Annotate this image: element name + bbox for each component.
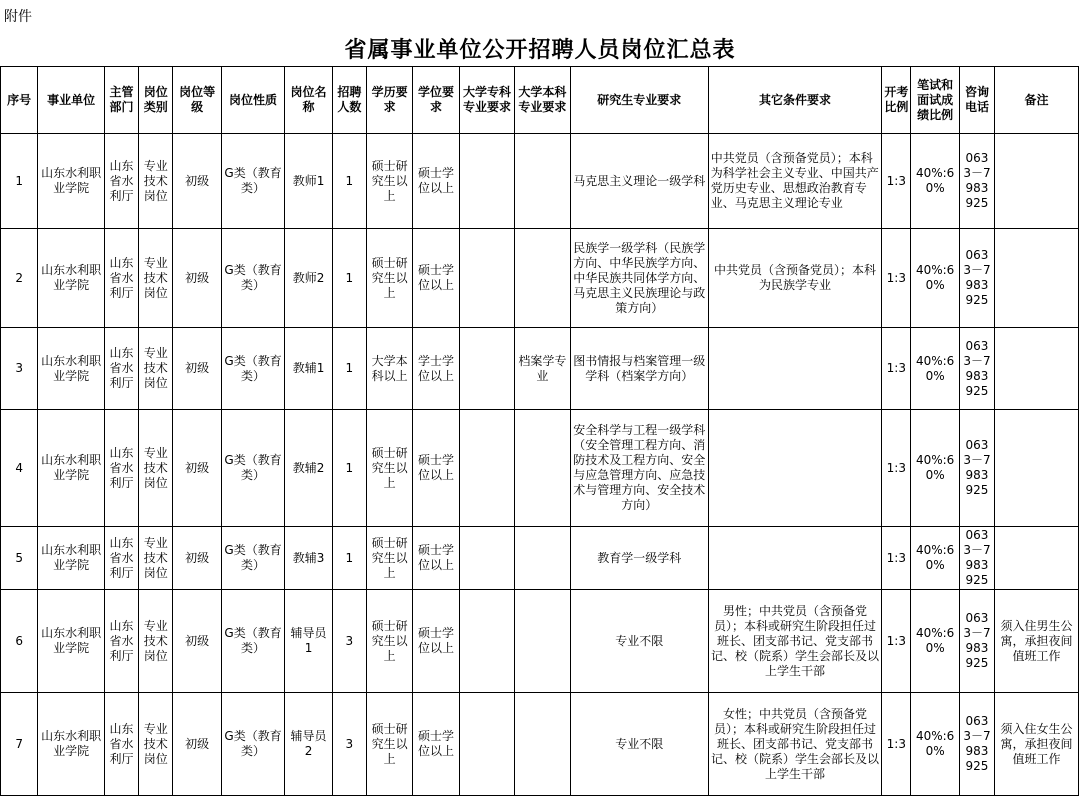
- cell-dept: 山东省水利厅: [104, 693, 138, 796]
- header-post-category: 岗位类别: [139, 67, 173, 134]
- cell-degree: 硕士学位以上: [413, 527, 459, 590]
- cell-exam-ratio: 1:3: [882, 410, 911, 527]
- cell-education: 硕士研究生以上: [366, 527, 412, 590]
- cell-post-category: 专业技术岗位: [139, 693, 173, 796]
- cell-seq: 4: [1, 410, 38, 527]
- attachment-label: 附件: [4, 9, 32, 25]
- cell-degree: 硕士学位以上: [413, 229, 459, 328]
- cell-dept: 山东省水利厅: [104, 527, 138, 590]
- cell-exam-ratio: 1:3: [882, 527, 911, 590]
- cell-post-level: 初级: [173, 590, 221, 693]
- header-phone: 咨询电话: [959, 67, 994, 134]
- cell-college-major: [459, 410, 514, 527]
- cell-score-ratio: 40%:60%: [911, 328, 959, 410]
- cell-seq: 7: [1, 693, 38, 796]
- cell-bachelor-major: [515, 527, 570, 590]
- cell-post-name: 教辅2: [285, 410, 332, 527]
- cell-dept: 山东省水利厅: [104, 410, 138, 527]
- cell-post-nature: G类（教育类）: [221, 328, 285, 410]
- cell-degree: 硕士学位以上: [413, 410, 459, 527]
- cell-count: 1: [332, 410, 366, 527]
- cell-phone: 0633－7983925: [959, 328, 994, 410]
- header-degree: 学位要求: [413, 67, 459, 134]
- cell-seq: 1: [1, 134, 38, 229]
- header-dept: 主管部门: [104, 67, 138, 134]
- cell-education: 硕士研究生以上: [366, 693, 412, 796]
- cell-post-level: 初级: [173, 410, 221, 527]
- cell-education: 大学本科以上: [366, 328, 412, 410]
- cell-other: 中共党员（含预备党员）；本科为科学社会主义专业、中国共产党历史专业、思想政治教育专业、马克思主义理论专业: [708, 134, 881, 229]
- cell-remark: [995, 527, 1079, 590]
- cell-unit: 山东水利职业学院: [38, 229, 105, 328]
- cell-post-name: 教师1: [285, 134, 332, 229]
- cell-other: 中共党员（含预备党员）；本科为民族学专业: [708, 229, 881, 328]
- cell-score-ratio: 40%:60%: [911, 410, 959, 527]
- cell-remark: [995, 328, 1079, 410]
- table-row: [1, 590, 1079, 693]
- cell-education: 硕士研究生以上: [366, 229, 412, 328]
- cell-post-nature: G类（教育类）: [221, 527, 285, 590]
- cell-remark: [995, 134, 1079, 229]
- header-exam-ratio: 开考比例: [882, 67, 911, 134]
- cell-dept: 山东省水利厅: [104, 134, 138, 229]
- cell-other: 女性；中共党员（含预备党员）；本科或研究生阶段担任过班长、团支部书记、党支部书记、校（院系）学生会部长及以上学生干部: [708, 693, 881, 796]
- cell-post-nature: G类（教育类）: [221, 693, 285, 796]
- table-row: [1, 328, 1079, 410]
- table-row: [1, 134, 1079, 229]
- cell-dept: 山东省水利厅: [104, 328, 138, 410]
- cell-post-name: 教辅3: [285, 527, 332, 590]
- cell-count: 1: [332, 328, 366, 410]
- cell-post-category: 专业技术岗位: [139, 229, 173, 328]
- cell-grad-major: 教育学一级学科: [570, 527, 708, 590]
- cell-unit: 山东水利职业学院: [38, 693, 105, 796]
- cell-post-nature: G类（教育类）: [221, 410, 285, 527]
- cell-grad-major: 安全科学与工程一级学科（安全管理工程方向、消防技术及工程方向、安全与应急管理方向、应急技术与管理方向、安全技术方向）: [570, 410, 708, 527]
- page-title: 省属事业单位公开招聘人员岗位汇总表: [344, 37, 736, 63]
- cell-seq: 3: [1, 328, 38, 410]
- cell-exam-ratio: 1:3: [882, 328, 911, 410]
- cell-post-category: 专业技术岗位: [139, 590, 173, 693]
- cell-grad-major: 专业不限: [570, 693, 708, 796]
- cell-grad-major: 马克思主义理论一级学科: [570, 134, 708, 229]
- cell-unit: 山东水利职业学院: [38, 410, 105, 527]
- cell-degree: 硕士学位以上: [413, 134, 459, 229]
- cell-exam-ratio: 1:3: [882, 693, 911, 796]
- cell-post-level: 初级: [173, 229, 221, 328]
- cell-remark: 须入住男生公寓，承担夜间值班工作: [995, 590, 1079, 693]
- cell-remark: [995, 410, 1079, 527]
- cell-post-name: 辅导员2: [285, 693, 332, 796]
- cell-post-nature: G类（教育类）: [221, 590, 285, 693]
- cell-post-level: 初级: [173, 134, 221, 229]
- cell-post-category: 专业技术岗位: [139, 410, 173, 527]
- header-row: [1, 67, 1079, 134]
- cell-college-major: [459, 590, 514, 693]
- cell-post-name: 辅导员1: [285, 590, 332, 693]
- header-other: 其它条件要求: [708, 67, 881, 134]
- cell-unit: 山东水利职业学院: [38, 328, 105, 410]
- cell-grad-major: 专业不限: [570, 590, 708, 693]
- cell-exam-ratio: 1:3: [882, 134, 911, 229]
- header-score-ratio: 笔试和面试成绩比例: [911, 67, 959, 134]
- cell-unit: 山东水利职业学院: [38, 527, 105, 590]
- cell-remark: [995, 229, 1079, 328]
- cell-count: 1: [332, 229, 366, 328]
- header-seq: 序号: [1, 67, 38, 134]
- table-row: [1, 229, 1079, 328]
- cell-score-ratio: 40%:60%: [911, 134, 959, 229]
- header-college-major: 大学专科专业要求: [459, 67, 514, 134]
- header-bachelor-major: 大学本科专业要求: [515, 67, 570, 134]
- cell-bachelor-major: [515, 134, 570, 229]
- header-post-nature: 岗位性质: [221, 67, 285, 134]
- cell-phone: 0633－7983925: [959, 229, 994, 328]
- cell-college-major: [459, 527, 514, 590]
- cell-post-level: 初级: [173, 693, 221, 796]
- cell-education: 硕士研究生以上: [366, 410, 412, 527]
- cell-other: [708, 328, 881, 410]
- cell-seq: 5: [1, 527, 38, 590]
- cell-unit: 山东水利职业学院: [38, 590, 105, 693]
- cell-college-major: [459, 229, 514, 328]
- cell-other: [708, 527, 881, 590]
- header-count: 招聘人数: [332, 67, 366, 134]
- cell-remark: 须入住女生公寓，承担夜间值班工作: [995, 693, 1079, 796]
- cell-post-nature: G类（教育类）: [221, 134, 285, 229]
- cell-score-ratio: 40%:60%: [911, 527, 959, 590]
- cell-degree: 学士学位以上: [413, 328, 459, 410]
- cell-count: 3: [332, 693, 366, 796]
- table-row: [1, 527, 1079, 590]
- cell-grad-major: 民族学一级学科（民族学方向、中华民族学方向、中华民族共同体学方向、马克思主义民族理论与政策方向）: [570, 229, 708, 328]
- cell-grad-major: 图书情报与档案管理一级学科（档案学方向）: [570, 328, 708, 410]
- cell-bachelor-major: [515, 410, 570, 527]
- positions-table: [0, 66, 1079, 796]
- cell-seq: 6: [1, 590, 38, 693]
- cell-education: 硕士研究生以上: [366, 590, 412, 693]
- cell-education: 硕士研究生以上: [366, 134, 412, 229]
- cell-post-category: 专业技术岗位: [139, 328, 173, 410]
- header-post-level: 岗位等级: [173, 67, 221, 134]
- table-row: [1, 410, 1079, 527]
- cell-college-major: [459, 693, 514, 796]
- cell-score-ratio: 40%:60%: [911, 229, 959, 328]
- cell-phone: 0633－7983925: [959, 693, 994, 796]
- cell-phone: 0633－7983925: [959, 590, 994, 693]
- header-grad-major: 研究生专业要求: [570, 67, 708, 134]
- cell-post-name: 教辅1: [285, 328, 332, 410]
- cell-post-level: 初级: [173, 527, 221, 590]
- cell-post-category: 专业技术岗位: [139, 134, 173, 229]
- cell-score-ratio: 40%:60%: [911, 693, 959, 796]
- header-unit: 事业单位: [38, 67, 105, 134]
- header-post-name: 岗位名称: [285, 67, 332, 134]
- cell-other: [708, 410, 881, 527]
- cell-post-name: 教师2: [285, 229, 332, 328]
- cell-college-major: [459, 134, 514, 229]
- cell-phone: 0633－7983925: [959, 134, 994, 229]
- cell-score-ratio: 40%:60%: [911, 590, 959, 693]
- cell-phone: 0633－7983925: [959, 527, 994, 590]
- cell-count: 1: [332, 134, 366, 229]
- cell-dept: 山东省水利厅: [104, 590, 138, 693]
- cell-exam-ratio: 1:3: [882, 229, 911, 328]
- cell-count: 1: [332, 527, 366, 590]
- cell-bachelor-major: [515, 590, 570, 693]
- header-remark: 备注: [995, 67, 1079, 134]
- cell-other: 男性；中共党员（含预备党员）；本科或研究生阶段担任过班长、团支部书记、党支部书记、校（院系）学生会部长及以上学生干部: [708, 590, 881, 693]
- cell-bachelor-major: [515, 693, 570, 796]
- cell-count: 3: [332, 590, 366, 693]
- table-row: [1, 693, 1079, 796]
- header-education: 学历要求: [366, 67, 412, 134]
- cell-bachelor-major: 档案学专业: [515, 328, 570, 410]
- cell-post-nature: G类（教育类）: [221, 229, 285, 328]
- cell-college-major: [459, 328, 514, 410]
- cell-exam-ratio: 1:3: [882, 590, 911, 693]
- cell-bachelor-major: [515, 229, 570, 328]
- cell-degree: 硕士学位以上: [413, 590, 459, 693]
- cell-post-category: 专业技术岗位: [139, 527, 173, 590]
- cell-dept: 山东省水利厅: [104, 229, 138, 328]
- cell-seq: 2: [1, 229, 38, 328]
- cell-post-level: 初级: [173, 328, 221, 410]
- cell-degree: 硕士学位以上: [413, 693, 459, 796]
- cell-unit: 山东水利职业学院: [38, 134, 105, 229]
- cell-phone: 0633－7983925: [959, 410, 994, 527]
